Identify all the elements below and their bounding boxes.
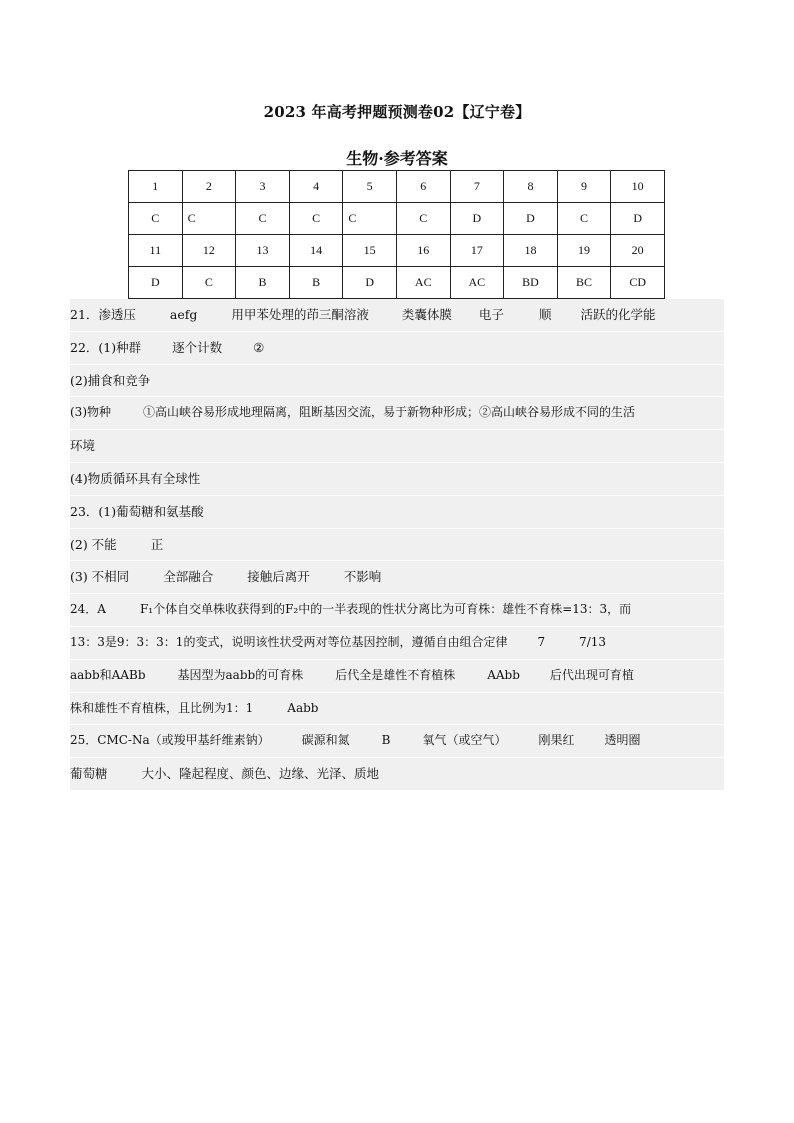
answer-line-21 — [70, 299, 724, 332]
answer-text: 正 — [150, 536, 164, 552]
answer-text: 环境 — [70, 438, 96, 454]
answer-text: (2)捕食和竞争 — [70, 372, 151, 388]
answer-text: ② — [253, 339, 265, 355]
table-cell: 6 — [396, 171, 450, 203]
table-cell: C — [182, 267, 236, 299]
answer-text: (4)物质循环具有全球性 — [70, 470, 201, 486]
table-cell: 20 — [611, 235, 665, 267]
table-cell: 16 — [396, 235, 450, 267]
answer-text: 透明圈 — [604, 733, 641, 748]
answer-text: F₁个体自交单株收获得到的F₂中的一半表现的性状分离比为可育株：雄性不育株=13：3，而 — [139, 602, 632, 617]
table-cell: 19 — [557, 235, 611, 267]
answer-text: 全部融合 — [163, 569, 214, 585]
answer-text: Aabb — [287, 700, 319, 715]
answer-text: 22．(1)种群 — [70, 339, 142, 355]
answer-text: 接触后离开 — [247, 569, 310, 585]
page-subtitle: 生物·参考答案 — [346, 149, 448, 168]
answer-text: 不影响 — [343, 569, 382, 585]
table-cell: C — [236, 203, 290, 235]
table-cell: 9 — [557, 171, 611, 203]
answer-text: 大小、隆起程度、颜色、边缘、光泽、质地 — [141, 766, 380, 782]
table-cell: C — [182, 203, 236, 235]
table-cell: 14 — [289, 235, 343, 267]
table-cell: D — [450, 203, 504, 235]
table-cell: 15 — [343, 235, 397, 267]
answer-text: 刚果红 — [538, 733, 575, 748]
answer-text: AAbb — [487, 667, 520, 682]
answer-line-24a — [70, 594, 724, 627]
answer-text: aefg — [169, 307, 198, 322]
answer-text: 活跃的化学能 — [580, 307, 656, 322]
answer-line-24d — [70, 693, 724, 726]
table-cell: 1 — [129, 171, 183, 203]
table-cell: CD — [611, 267, 665, 299]
answer-line-25b — [70, 758, 724, 791]
answer-text: 7 — [537, 634, 546, 649]
table-cell: 3 — [236, 171, 290, 203]
table-cell: 11 — [129, 235, 183, 267]
answer-text: 逐个计数 — [172, 339, 223, 355]
table-row — [129, 171, 665, 203]
answer-text: (2) 不能 — [70, 536, 117, 552]
answer-text: ①高山峡谷易形成地理隔离，阻断基因交流，易于新物种形成；②高山峡谷易形成不同的生活 — [143, 405, 636, 420]
answer-text: 株和雄性不育植株，且比例为1：1 — [70, 700, 254, 715]
table-cell: 5 — [343, 171, 397, 203]
table-cell: C — [396, 203, 450, 235]
answer-text: 用甲苯处理的茚三酮溶液 — [231, 307, 369, 322]
answer-table — [128, 170, 665, 299]
answer-text: 葡萄糖 — [70, 766, 108, 782]
answer-text: (3)物种 — [70, 405, 111, 420]
table-cell: BD — [504, 267, 558, 299]
table-row — [129, 203, 665, 235]
table-cell: C — [129, 203, 183, 235]
table-cell: C — [343, 203, 397, 235]
table-cell: D — [611, 203, 665, 235]
answer-text: 21．渗透压 — [70, 307, 136, 322]
table-row — [129, 235, 665, 267]
table-cell: 10 — [611, 171, 665, 203]
answer-text: 13：3是9：3：3：1的变式，说明该性状受两对等位基因控制，遵循自由组合定律 — [70, 634, 508, 649]
answer-text: (3) 不相同 — [70, 569, 130, 585]
answer-text: 24．A — [70, 602, 106, 617]
table-cell: AC — [396, 267, 450, 299]
answer-text: 后代全是雄性不育植株 — [335, 667, 456, 682]
answer-line-24c — [70, 660, 724, 693]
table-cell: C — [289, 203, 343, 235]
table-cell: 17 — [450, 235, 504, 267]
answer-text: B — [381, 733, 391, 748]
answer-text: 后代出现可育植 — [549, 667, 634, 682]
table-cell: D — [343, 267, 397, 299]
answer-line-23-3 — [70, 561, 724, 594]
answer-line-23-2 — [70, 529, 724, 562]
table-cell: B — [236, 267, 290, 299]
answer-line-24b — [70, 627, 724, 660]
answer-line-23-1 — [70, 496, 724, 529]
table-cell: AC — [450, 267, 504, 299]
table-cell: 2 — [182, 171, 236, 203]
answer-text: 25．CMC-Na（或羧甲基纤维素钠） — [70, 733, 270, 748]
table-cell: 18 — [504, 235, 558, 267]
table-cell: B — [289, 267, 343, 299]
page-title: 2023 年高考押题预测卷02【辽宁卷】 — [263, 103, 531, 121]
answer-line-22-2 — [70, 365, 724, 398]
answer-line-22-4 — [70, 463, 724, 496]
answer-text: 顺 — [538, 307, 552, 322]
table-cell: 4 — [289, 171, 343, 203]
table-cell: BC — [557, 267, 611, 299]
answer-text: 7/13 — [579, 634, 607, 649]
table-cell: C — [557, 203, 611, 235]
answer-text: 基因型为aabb的可育株 — [177, 667, 304, 682]
answer-text: 碳源和氮 — [301, 733, 350, 748]
table-cell: D — [129, 267, 183, 299]
table-cell: 12 — [182, 235, 236, 267]
answer-line-22-3-cont — [70, 430, 724, 463]
answer-line-22-3 — [70, 397, 724, 430]
table-cell: 7 — [450, 171, 504, 203]
answer-line-25a — [70, 725, 724, 758]
table-cell: D — [504, 203, 558, 235]
answer-text: 类囊体膜 — [401, 307, 452, 322]
answer-text: 电子 — [478, 307, 504, 322]
answer-text: aabb和AABb — [70, 667, 146, 682]
answer-text: 23．(1)葡萄糖和氨基酸 — [70, 503, 204, 519]
answer-section — [70, 299, 724, 791]
answer-text: 氧气（或空气） — [422, 733, 507, 748]
table-cell: 13 — [236, 235, 290, 267]
table-cell: 8 — [504, 171, 558, 203]
answer-line-22 — [70, 332, 724, 365]
table-row — [129, 267, 665, 299]
